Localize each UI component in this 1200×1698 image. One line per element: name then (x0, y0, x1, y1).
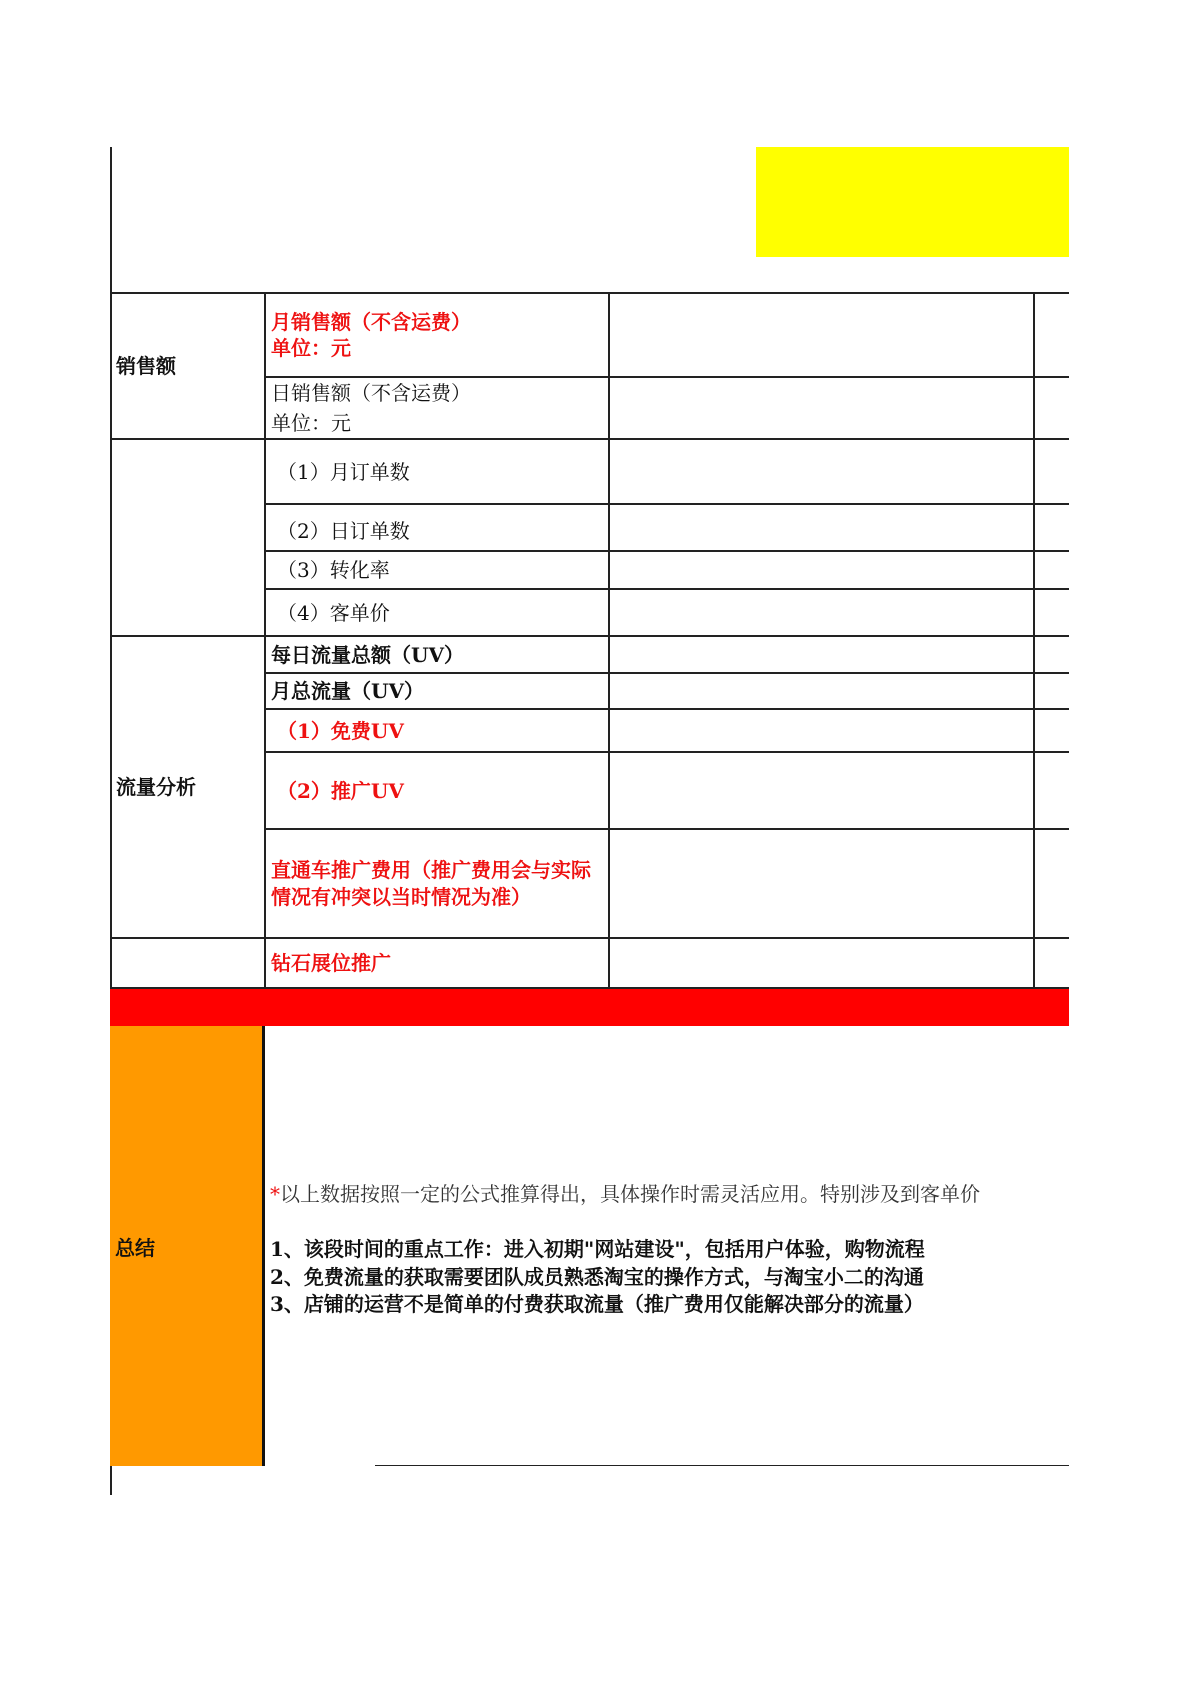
grid-line (608, 292, 610, 988)
conversion-rate-label: （3）转化率 (277, 558, 390, 582)
summary-note (270, 1178, 1069, 1207)
grid-line (1033, 292, 1035, 988)
monthly-sales-unit: 单位：元 (271, 336, 351, 360)
daily-orders-label: （2）日订单数 (277, 518, 410, 543)
daily-sales-label (265, 377, 608, 439)
traffic-group-label: 流量分析 (116, 775, 196, 799)
summary-point-1: 1、该段时间的重点工作：进入初期"网站建设"，包括用户体验，购物流程 (270, 1237, 925, 1261)
promo-uv-label: （2）推广UV (277, 778, 404, 803)
daily-sales-title: 日销售额（不含运费） (271, 381, 471, 405)
note-text: 以上数据按照一定的公式推算得出，具体操作时需灵活应用。特别涉及到客单价 (280, 1182, 980, 1206)
summary-label: 总结 (115, 1235, 155, 1260)
monthly-sales-title: 月销售额（不含运费） (271, 310, 471, 334)
sales-group-label: 销售额 (116, 353, 176, 378)
yellow-highlight-cell (756, 147, 1069, 257)
summary-point-3: 3、店铺的运营不是简单的付费获取流量（推广费用仅能解决部分的流量） (270, 1292, 924, 1316)
avg-order-value-label: （4）客单价 (277, 600, 390, 625)
note-asterisk: * (270, 1182, 280, 1206)
monthly-uv-total-label: 月总流量（UV） (271, 679, 424, 703)
ztc-cost-label: 直通车推广费用（推广费用会与实际情况有冲突以当时情况为准） (271, 857, 591, 909)
diamond-booth-label: 钻石展位推广 (271, 951, 391, 975)
daily-sales-unit: 单位：元 (271, 411, 351, 435)
bottom-line (375, 1465, 1069, 1466)
monthly-orders-label: （1）月订单数 (277, 459, 410, 484)
daily-uv-total-label: 每日流量总额（UV） (271, 642, 464, 667)
monthly-sales-label (265, 293, 608, 377)
summary-point-2: 2、免费流量的获取需要团队成员熟悉淘宝的操作方式，与淘宝小二的沟通 (270, 1265, 924, 1289)
free-uv-label: （1）免费UV (277, 718, 404, 743)
red-separator-band (110, 989, 1069, 1026)
summary-label-cell (110, 1026, 265, 1466)
